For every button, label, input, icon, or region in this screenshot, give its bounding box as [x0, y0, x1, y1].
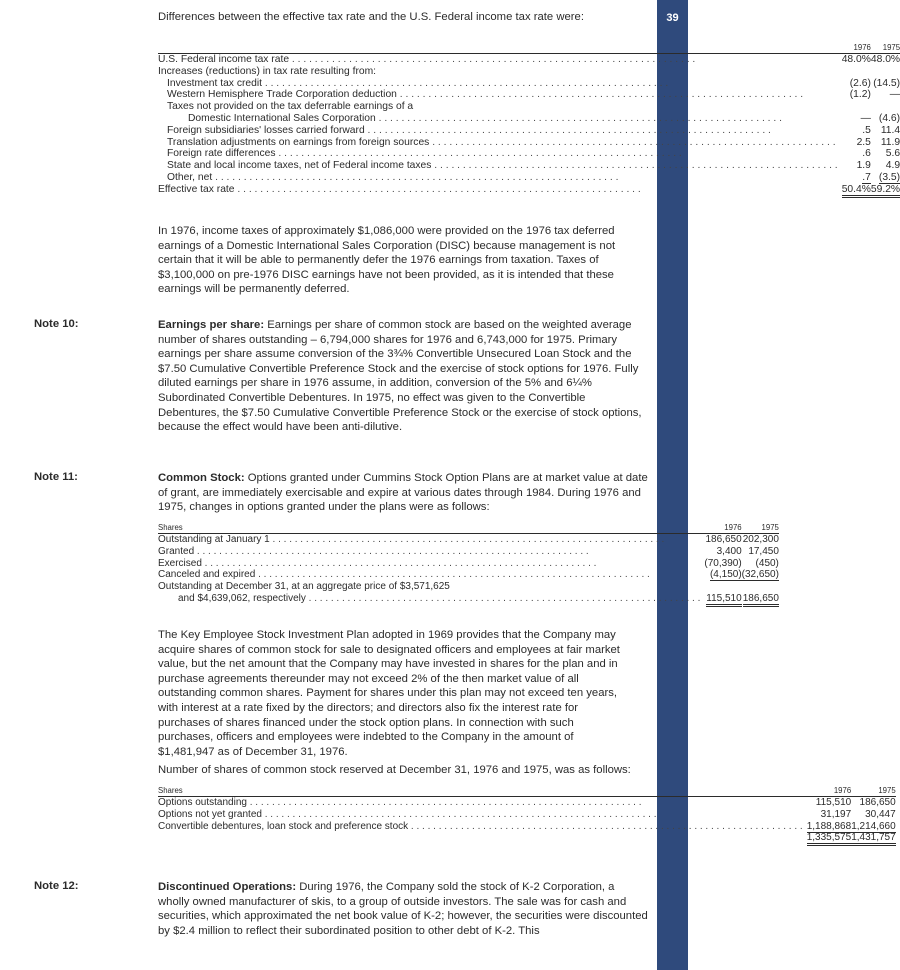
table-row [158, 54, 900, 66]
row-value-1976: 1.9 [856, 160, 871, 172]
row-label: Translation adjustments on earnings from foreign sources . . . [158, 137, 838, 149]
table-row [158, 797, 896, 809]
row-value-1976: 115,510 [706, 593, 741, 607]
row-value-1975: 59.2% [871, 184, 900, 198]
row-label: Investment tax credit . . . [158, 78, 838, 90]
row-value-1975: 1,214,660 [851, 820, 896, 832]
row-label: Foreign rate differences . . . [158, 148, 838, 160]
table-total-row [158, 832, 896, 844]
note-12-paragraph [158, 880, 648, 938]
row-value-1976: 50.4% [842, 184, 871, 198]
table-row [158, 89, 900, 101]
row-label: Options outstanding . . . [158, 797, 803, 809]
row-value-1975: 17,450 [748, 545, 779, 557]
note-11-text: Options granted under Cummins Stock Option Plans are at market value at date of grant, are immediately exercisable and expire at various dates through 1984. During 1976 and 1975, changes in options granted under the plans were as follows: [158, 472, 648, 514]
row-value-1976: (1.2) [849, 89, 871, 101]
row-value-1975: (3.5) [878, 171, 900, 183]
note-11-heading: Common Stock: [158, 472, 245, 484]
row-value-1976: .6 [862, 148, 871, 160]
total-1976: 1,335,575 [807, 832, 852, 846]
note-10-heading: Earnings per share: [158, 319, 265, 331]
table-row [158, 137, 900, 149]
row-value-1975: 48.0% [870, 54, 900, 65]
row-label: Options not yet granted . . . [158, 809, 803, 821]
row-value-1975: 202,300 [742, 534, 779, 545]
row-label: Taxes not provided on the tax deferrable earnings of a [167, 101, 414, 113]
row-value-1976: 31,197 [820, 808, 852, 820]
table-row [158, 534, 779, 546]
col-header-1976: 1976 [838, 42, 871, 54]
row-value-1975: — [889, 89, 900, 101]
table-total-row [158, 593, 779, 605]
row-label: Convertible debentures, loan stock and preference stock . . . [158, 821, 803, 833]
table-row [158, 113, 900, 125]
total-1975: 1,431,757 [851, 832, 896, 846]
page-number: 39 [666, 12, 679, 24]
row-value-1975: (14.5) [873, 77, 900, 89]
note-11-label: Note 11: [34, 471, 78, 483]
note-10-paragraph [158, 318, 648, 435]
note-12-label: Note 12: [34, 880, 79, 892]
row-value-1975: (32,650) [741, 569, 779, 581]
stock-options-table [158, 522, 779, 605]
tax-intro-text: Differences between the effective tax rate and the U.S. Federal income tax rate were: [158, 11, 584, 23]
col-header-1976: 1976 [803, 785, 852, 797]
row-label: Canceled and expired . . . [158, 569, 700, 581]
table-total-row [158, 184, 900, 196]
row-label: Foreign subsidiaries' losses carried forward . . . [158, 125, 838, 137]
row-value-1976: 3,400 [716, 545, 742, 557]
row-value-1976: .7 [862, 171, 871, 183]
row-value-1976: (70,390) [704, 557, 742, 569]
note-11-paragraph [158, 471, 648, 515]
row-value-1975: 11.4 [880, 124, 900, 136]
row-value-1976: .5 [862, 124, 871, 136]
kesip-paragraph: The Key Employee Stock Investment Plan adopted in 1969 provides that the Company may acquire shares of common stock for sale to designated officers and employees at fair market value, but the net amount that the Company may have invested in shares for the plan and in purchase agreements thereunder may not exceed 2% of the then market value of all outstanding common shares. Payment for shares under this plan may not exceed ten years, with interest at a rate fixed by the directors; and directors also fix the interest rate for purchases of shares financed under the stock option plans. In connection with such purchases, officers and employees were indebted to the Company in the amount of $1,481,947 as of December 31, 1976. [158, 629, 620, 758]
col-header-1975: 1975 [871, 42, 900, 54]
row-value-1975: 5.6 [885, 148, 900, 160]
col-header-1975: 1975 [742, 522, 779, 534]
row-value-1975: 30,447 [865, 808, 896, 820]
note-12-heading: Discontinued Operations: [158, 881, 297, 893]
table-header-row [158, 785, 896, 797]
row-value-1976: (2.6) [849, 77, 871, 89]
row-label: Granted . . . [158, 546, 700, 558]
table-row [158, 569, 779, 581]
shares-header: Shares [158, 785, 803, 797]
row-value-1976: 186,650 [705, 534, 742, 545]
row-label: U.S. Federal income tax rate . . . [158, 54, 838, 66]
table-row [158, 581, 779, 593]
row-value-1975: 186,650 [743, 593, 779, 607]
row-label: Western Hemisphere Trade Corporation deduction . . . [158, 89, 838, 101]
row-label: Outstanding at December 31, at an aggregate price of $3,571,625 [158, 581, 450, 593]
row-value-1975: (4.6) [878, 112, 900, 124]
reserved-shares-table [158, 785, 896, 844]
row-value-1975: 11.9 [880, 136, 900, 148]
note-10-label: Note 10: [34, 318, 79, 330]
table-row [158, 172, 900, 184]
row-label: Outstanding at January 1 . . . [158, 534, 700, 546]
row-value-1975: (450) [755, 557, 779, 569]
row-value-1976: 115,510 [815, 797, 852, 808]
row-label: and $4,639,062, respectively . . . [158, 593, 700, 605]
table-row [158, 148, 900, 160]
table-row [158, 101, 900, 113]
table-row [158, 160, 900, 172]
table-row [158, 546, 779, 558]
reserved-intro-text: Number of shares of common stock reserved at December 31, 1976 and 1975, was as follows: [158, 764, 631, 776]
row-label: Exercised . . . [158, 558, 700, 570]
note-10-text: Earnings per share of common stock are based on the weighted average number of shares outstanding – 6,794,000 shares for 1976 and 6,743,000 for 1975. Primary earnings per share assume conversion of the 3¾% Convertible Unsecured Loan Stock and the $7.50 Cumulative Convertible Preference Stock and the exercise of stock options for 1976. Fully diluted earnings per share in 1976 assume, in addition, conversion of the 5% and 6¼% Subordinated Convertible Debentures. In 1975, no effect was given to the Convertible Debentures, the $7.50 Cumulative Convertible Preference Stock or the exercise of stock options, because the effect would have been anti-dilutive. [158, 319, 642, 434]
row-value-1975: 4.9 [885, 160, 900, 172]
tax-rate-table [158, 42, 900, 196]
table-header-row [158, 522, 779, 534]
row-label: Increases (reductions) in tax rate resulting from: [158, 65, 377, 77]
shares-header: Shares [158, 522, 700, 534]
row-value-1976: (4,150) [709, 569, 742, 581]
note-12-text: During 1976, the Company sold the stock of K-2 Corporation, a wholly owned manufacturer of skis, to a group of outside investors. The sale was for cash and securities, which approximated the net book value of K-2; however, the securities were discounted by $2.4 million to reflect their subordinated position to other debt of K-2. This [158, 881, 648, 937]
row-value-1976: 1,188,868 [806, 820, 852, 832]
row-value-1975: 186,650 [859, 797, 896, 808]
table-row [158, 821, 896, 833]
row-value-1976: 48.0% [841, 54, 871, 65]
table-header-row [158, 42, 900, 54]
table-row [158, 558, 779, 570]
table-row [158, 78, 900, 90]
table-row [158, 125, 900, 137]
row-label: Domestic International Sales Corporation . . . [158, 113, 838, 125]
row-label: Other, net . . . [158, 172, 838, 184]
row-label: State and local income taxes, net of Federal income taxes . . . [158, 160, 838, 172]
row-value-1976: 2.5 [856, 136, 871, 148]
row-label: Effective tax rate . . . [158, 184, 838, 196]
disc-paragraph: In 1976, income taxes of approximately $1,086,000 were provided on the 1976 tax deferred earnings of a Domestic International Sales Corporation (DISC) because management is not certain that it will be able to permanently defer the 1976 earnings from taxation. Taxes of $3,100,000 on pre-1976 DISC earnings have not been provided, as it is intended that these earnings will be permanently deferred. [158, 225, 616, 296]
row-value-1976: — [860, 112, 871, 124]
col-header-1975: 1975 [851, 785, 896, 797]
col-header-1976: 1976 [700, 522, 741, 534]
table-row [158, 66, 900, 78]
table-row [158, 809, 896, 821]
